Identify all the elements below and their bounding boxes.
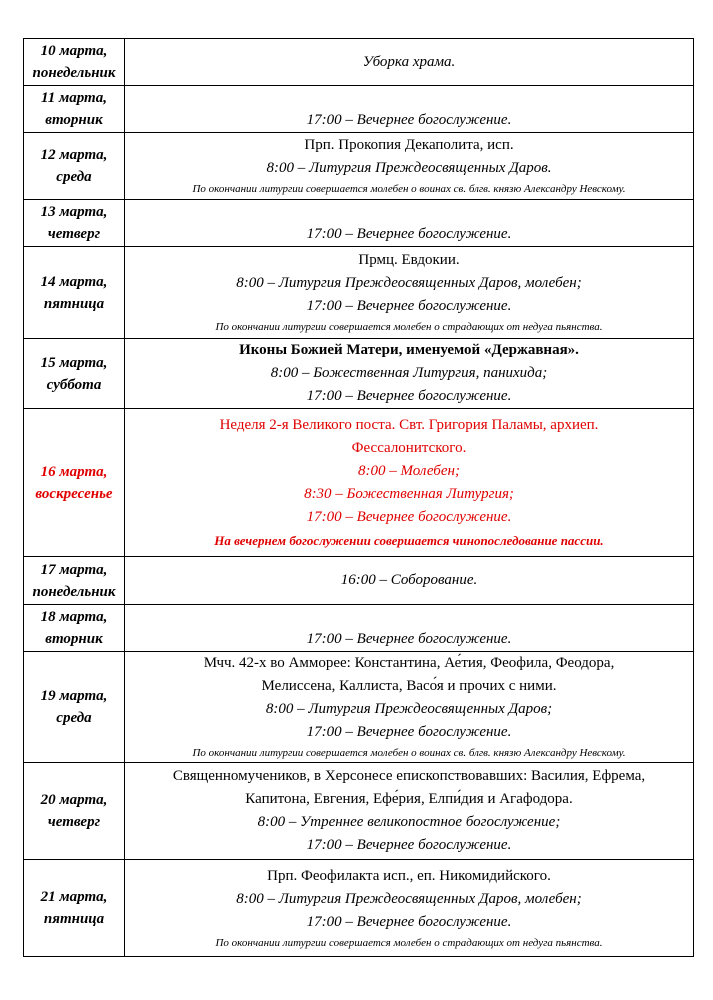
- day-date: 13 марта,: [40, 204, 108, 220]
- service-line: 17:00 – Вечернее богослужение.: [306, 631, 512, 647]
- day-cell: [24, 860, 125, 957]
- service-line: 17:00 – Вечернее богослужение.: [306, 226, 512, 242]
- day-weekday: вторник: [45, 631, 103, 647]
- service-cell: [125, 86, 694, 133]
- feast-title: Неделя 2-я Великого поста. Свт. Григория Паламы, архиеп.: [219, 416, 599, 433]
- day-cell: [24, 200, 125, 247]
- service-line: 17:00 – Вечернее богослужение.: [306, 112, 512, 128]
- day-weekday: суббота: [46, 376, 102, 393]
- spacer: [125, 605, 693, 628]
- feast-title: Мелиссена, Каллиста, Васо́я и прочих с ними.: [261, 678, 557, 694]
- schedule-row: [24, 763, 694, 860]
- service-cell: [125, 339, 694, 409]
- service-line: 8:00 – Литургия Преждеосвященных Даров, молебен;: [236, 890, 582, 907]
- day-weekday: понедельник: [32, 583, 116, 600]
- day-date: 16 марта,: [40, 463, 108, 480]
- day-cell: [24, 557, 125, 605]
- service-line: Уборка храма.: [362, 53, 456, 70]
- service-note: По окончании литургии совершается молебен о страдающих от недуга пьянства.: [215, 321, 603, 333]
- day-weekday: пятница: [43, 295, 105, 312]
- service-cell: [125, 605, 694, 652]
- feast-title: Прп. Прокопия Декаполита, исп.: [304, 137, 514, 153]
- service-line: 8:00 – Божественная Литургия, панихида;: [270, 365, 548, 381]
- day-cell: [24, 409, 125, 557]
- schedule-row: [24, 86, 694, 133]
- service-line: 8:00 – Литургия Преждеосвященных Даров;: [265, 701, 553, 717]
- feast-title: Фессалонитского.: [351, 439, 467, 456]
- service-line: 17:00 – Вечернее богослужение.: [306, 724, 512, 740]
- schedule-row: [24, 409, 694, 557]
- day-weekday: среда: [56, 710, 92, 726]
- service-cell: [125, 860, 694, 957]
- schedule-rows: [24, 39, 694, 957]
- service-line: 17:00 – Вечернее богослужение.: [306, 913, 512, 930]
- schedule-row: [24, 39, 694, 86]
- day-date: 17 марта,: [40, 561, 108, 578]
- day-cell: [24, 605, 125, 652]
- service-cell: [125, 652, 694, 763]
- service-line: 8:30 – Божественная Литургия;: [304, 485, 514, 502]
- day-cell: [24, 39, 125, 86]
- service-line: 8:00 – Литургия Преждеосвященных Даров.: [266, 160, 552, 176]
- schedule-row: [24, 339, 694, 409]
- schedule-row: [24, 247, 694, 339]
- day-weekday: вторник: [45, 112, 103, 128]
- feast-title: Капитона, Евгения, Ефе́рия, Елпи́дия и Агафодора.: [245, 791, 573, 807]
- service-note: По окончании литургии совершается молебен о воинах св. блгв. князю Александру Невскому.: [192, 183, 626, 195]
- day-date: 15 марта,: [40, 354, 108, 371]
- schedule-row: [24, 652, 694, 763]
- schedule-row: [24, 557, 694, 605]
- day-date: 11 марта,: [41, 90, 107, 106]
- day-cell: [24, 247, 125, 339]
- schedule-row: [24, 133, 694, 200]
- service-line: 17:00 – Вечернее богослужение.: [306, 388, 512, 404]
- day-weekday: воскресенье: [35, 485, 113, 502]
- service-line: 17:00 – Вечернее богослужение.: [306, 298, 512, 314]
- day-date: 12 марта,: [40, 147, 108, 163]
- service-line: 17:00 – Вечернее богослужение.: [306, 508, 512, 525]
- day-date: 21 марта,: [40, 889, 108, 905]
- feast-title: Прмц. Евдокии.: [358, 252, 460, 268]
- day-weekday: пятница: [43, 911, 105, 927]
- service-note: По окончании литургии совершается молебен о воинах св. блгв. князю Александру Невскому.: [192, 747, 626, 759]
- service-cell: [125, 557, 694, 605]
- day-date: 14 марта,: [40, 273, 108, 290]
- day-cell: [24, 763, 125, 860]
- service-line: 16:00 – Соборование.: [340, 572, 478, 588]
- day-weekday: среда: [56, 169, 92, 185]
- day-date: 10 марта,: [40, 43, 108, 59]
- day-weekday: четверг: [47, 226, 101, 242]
- service-cell: [125, 200, 694, 247]
- service-cell: [125, 247, 694, 339]
- schedule-table: [23, 38, 694, 957]
- feast-title: Священномучеников, в Херсонесе епископствовавших: Василия, Ефрема,: [172, 768, 646, 784]
- service-cell: [125, 39, 694, 86]
- spacer: [125, 200, 693, 223]
- feast-title: Иконы Божией Матери, именуемой «Державная».: [239, 342, 579, 358]
- schedule-row: [24, 605, 694, 652]
- day-date: 20 марта,: [40, 792, 108, 808]
- service-line: 17:00 – Вечернее богослужение.: [306, 837, 512, 853]
- service-cell: [125, 763, 694, 860]
- schedule-row: [24, 860, 694, 957]
- day-cell: [24, 86, 125, 133]
- service-line: 8:00 – Литургия Преждеосвященных Даров, молебен;: [236, 275, 582, 291]
- feast-title: Мчч. 42-х во Амморее: Константина, Ае́тия, Феофила, Феодора,: [203, 655, 615, 671]
- day-date: 18 марта,: [40, 609, 108, 625]
- day-cell: [24, 339, 125, 409]
- day-cell: [24, 652, 125, 763]
- feast-title: Прп. Феофилакта исп., еп. Никомидийского.: [267, 867, 551, 884]
- day-date: 19 марта,: [40, 688, 108, 704]
- service-line: На вечернем богослужении совершается чинопоследование пассии.: [214, 532, 604, 548]
- service-line: 8:00 – Утреннее великопостное богослужение;: [257, 814, 561, 830]
- schedule-row: [24, 200, 694, 247]
- day-cell: [24, 133, 125, 200]
- service-cell: [125, 133, 694, 200]
- service-cell: [125, 409, 694, 557]
- service-line: 8:00 – Молебен;: [358, 462, 460, 479]
- day-weekday: четверг: [47, 814, 101, 830]
- day-weekday: понедельник: [32, 65, 116, 81]
- service-note: По окончании литургии совершается молебен о страдающих от недуга пьянства.: [215, 936, 603, 949]
- spacer: [125, 86, 693, 109]
